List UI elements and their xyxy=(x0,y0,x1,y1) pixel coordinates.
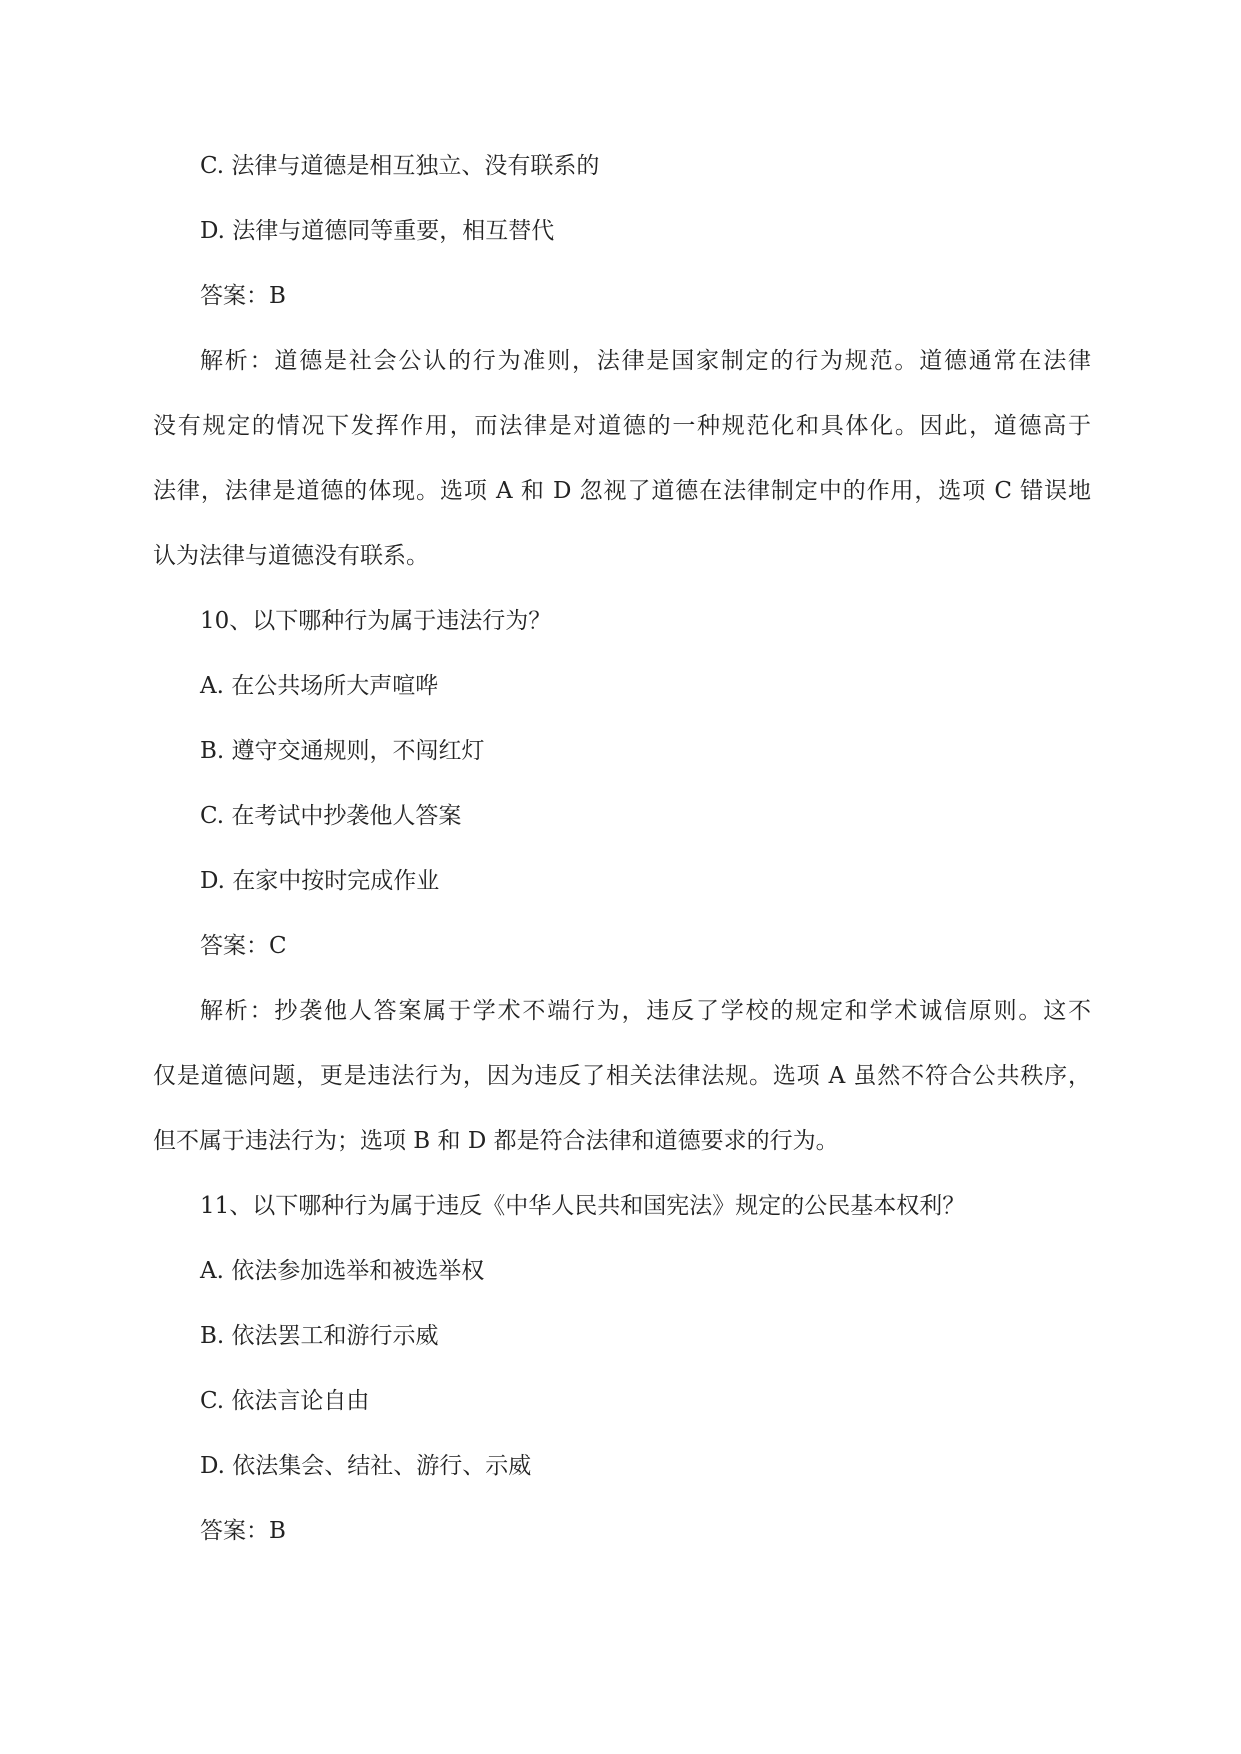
q9-option-d: D. 法律与道德同等重要，相互替代 xyxy=(200,218,555,244)
q9-analysis-line-1: 解析：道德是社会公认的行为准则，法律是国家制定的行为规范。道德通常在法律 xyxy=(200,348,1091,374)
q10-option-a: A. 在公共场所大声喧哗 xyxy=(200,673,439,699)
q11-answer: 答案：B xyxy=(200,1518,286,1544)
q11-option-c: C. 依法言论自由 xyxy=(200,1388,370,1414)
q10-analysis-line-2: 仅是道德问题，更是违法行为，因为违反了相关法律法规。选项 A 虽然不符合公共秩序， xyxy=(153,1063,1091,1089)
q11-question: 11、以下哪种行为属于违反《中华人民共和国宪法》规定的公民基本权利？ xyxy=(200,1193,966,1219)
q10-analysis-line-1: 解析：抄袭他人答案属于学术不端行为，违反了学校的规定和学术诚信原则。这不 xyxy=(200,998,1091,1024)
q10-answer: 答案：C xyxy=(200,933,287,959)
q9-option-c: C. 法律与道德是相互独立、没有联系的 xyxy=(200,153,600,179)
q10-option-c: C. 在考试中抄袭他人答案 xyxy=(200,803,462,829)
q10-question: 10、以下哪种行为属于违法行为？ xyxy=(200,608,552,634)
q9-analysis-line-3: 法律，法律是道德的体现。选项 A 和 D 忽视了道德在法律制定中的作用，选项 C 错误地 xyxy=(153,478,1091,504)
q11-option-a: A. 依法参加选举和被选举权 xyxy=(200,1258,485,1284)
q9-analysis-line-2: 没有规定的情况下发挥作用，而法律是对道德的一种规范化和具体化。因此，道德高于 xyxy=(153,413,1091,439)
q11-option-b: B. 依法罢工和游行示威 xyxy=(200,1323,439,1349)
q10-option-b: B. 遵守交通规则，不闯红灯 xyxy=(200,738,485,764)
q9-answer: 答案：B xyxy=(200,283,286,309)
q10-option-d: D. 在家中按时完成作业 xyxy=(200,868,440,894)
q9-analysis-line-4: 认为法律与道德没有联系。 xyxy=(153,543,429,569)
q10-analysis-line-3: 但不属于违法行为；选项 B 和 D 都是符合法律和道德要求的行为。 xyxy=(153,1128,839,1154)
q11-option-d: D. 依法集会、结社、游行、示威 xyxy=(200,1453,532,1479)
